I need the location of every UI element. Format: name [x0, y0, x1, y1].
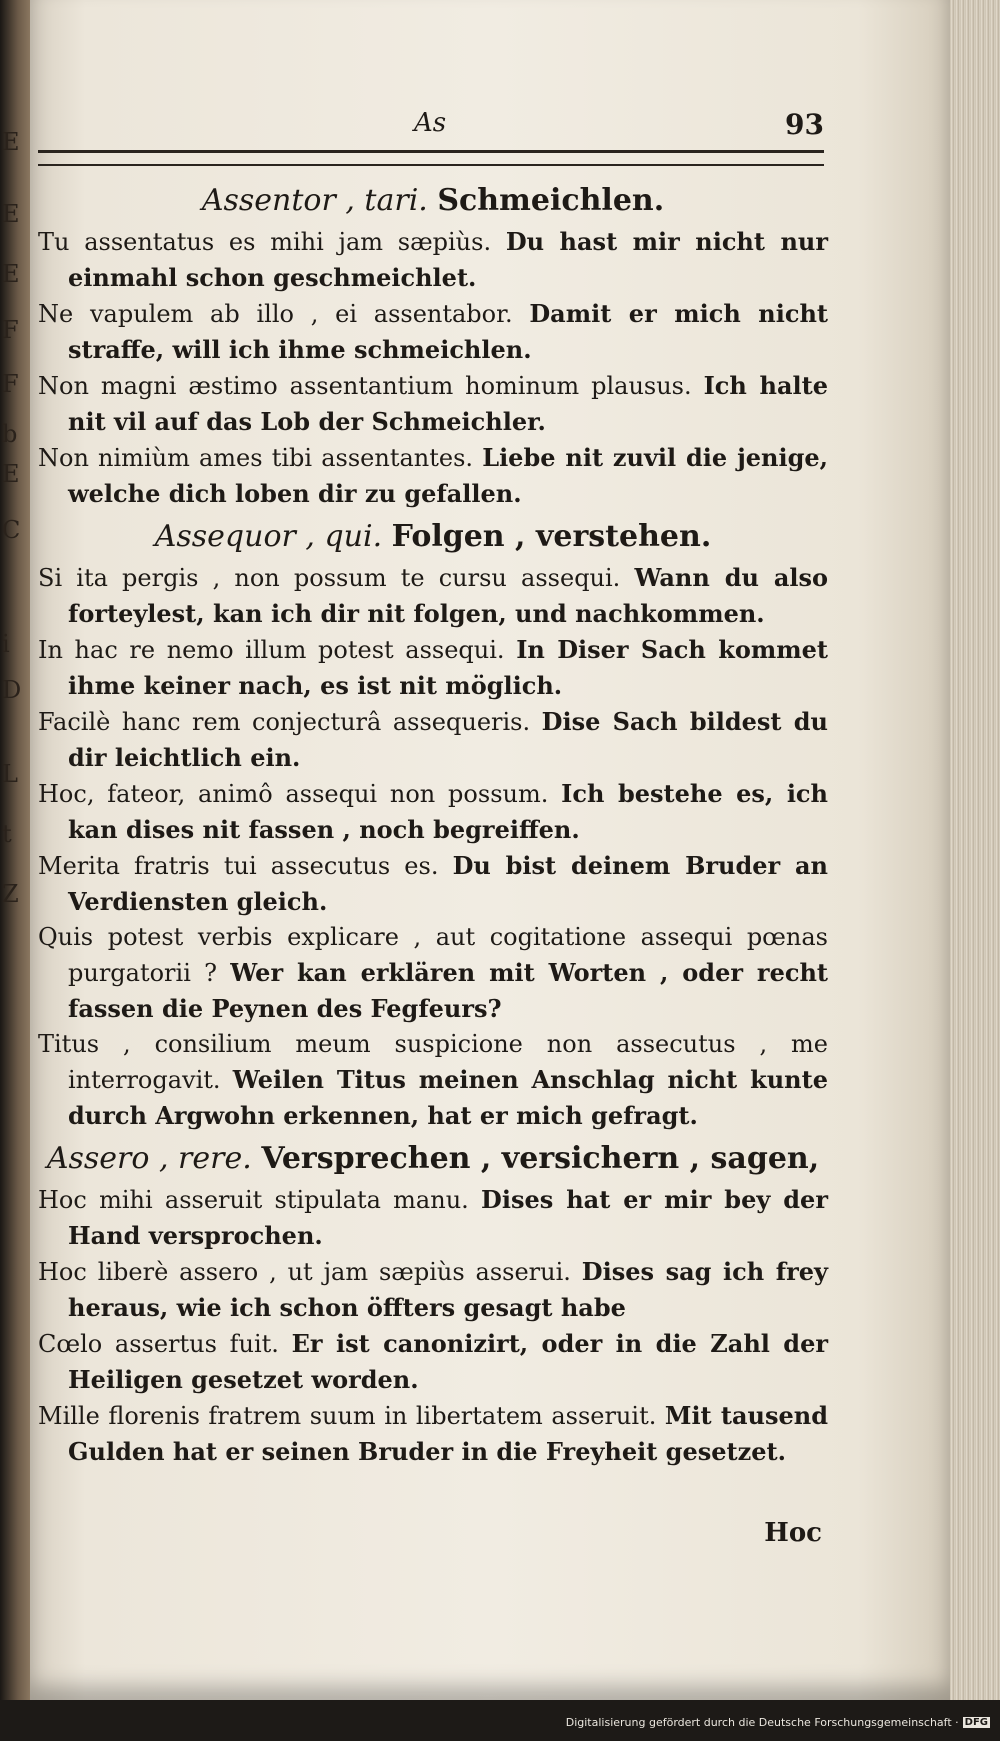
- header-rule-thin: [38, 164, 824, 166]
- entry-latin: Si ita pergis , non possum te cursu assequi.: [38, 564, 621, 592]
- page-number: 93: [785, 108, 824, 141]
- dictionary-entry: [38, 704, 828, 776]
- edge-letter: t: [2, 820, 12, 848]
- edge-letter: F: [2, 370, 19, 398]
- entry-latin: Merita fratris tui assecutus es.: [38, 852, 439, 880]
- headword-latin: Assentor , tari.: [201, 183, 428, 218]
- entry-german: Er ist canonizirt, oder in die Zahl der Heiligen gesetzet worden.: [68, 1329, 828, 1394]
- edge-letter: F: [2, 316, 19, 344]
- headword-latin: Assequor , qui.: [154, 519, 383, 554]
- header-rule: [38, 150, 824, 153]
- digitization-credit: [566, 1716, 990, 1729]
- dictionary-entry: [38, 1027, 828, 1134]
- entry-latin: Hoc, fateor, animô assequi non possum.: [38, 780, 549, 808]
- dictionary-entry: [38, 440, 828, 512]
- dictionary-text: [38, 176, 828, 1470]
- entry-german: Ich bestehe es, ich kan dises nit fassen , noch begreiffen.: [68, 779, 828, 844]
- headword-german: Schmeichlen.: [437, 183, 665, 218]
- entry-latin: Hoc liberè assero , ut jam sæpiùs asserui.: [38, 1258, 571, 1286]
- edge-letter: C: [2, 516, 21, 544]
- entry-german: In Diser Sach kommet ihme keiner nach, es ist nit möglich.: [68, 635, 828, 700]
- entry-latin: Hoc mihi asseruit stipulata manu.: [38, 1186, 469, 1214]
- entry-latin: Quis potest verbis explicare , aut cogitatione assequi pœnas purgatorii ?: [38, 923, 828, 987]
- edge-letter: b: [2, 420, 18, 448]
- dictionary-entry: [38, 560, 828, 632]
- entry-latin: Non nimiùm ames tibi assentantes.: [38, 444, 474, 472]
- entry-latin: Titus , consilium meum suspicione non assecutus , me interrogavit.: [38, 1030, 828, 1094]
- headword: [38, 178, 828, 224]
- dictionary-entry: [38, 920, 828, 1027]
- headword: [38, 1136, 828, 1182]
- entry-german: Mit tausend Gulden hat er seinen Bruder in die Freyheit gesetzet.: [68, 1401, 828, 1466]
- entry-latin: Tu assentatus es mihi jam sæpiùs.: [38, 228, 492, 256]
- entry-german: Du hast mir nicht nur einmahl schon geschmeichlet.: [68, 227, 828, 292]
- credit-text: Digitalisierung gefördert durch die Deutsche Forschungsgemeinschaft ·: [565, 1716, 959, 1729]
- headword: [38, 514, 828, 560]
- entry-latin: Mille florenis fratrem suum in libertatem asseruit.: [38, 1402, 657, 1430]
- edge-letter: Z: [2, 880, 19, 908]
- facing-page-edge-letters: [0, 0, 30, 1741]
- edge-letter: E: [2, 200, 20, 228]
- headword-latin: Assero , rere.: [46, 1141, 252, 1176]
- entry-german: Liebe nit zuvil die jenige, welche dich loben dir zu gefallen.: [68, 443, 828, 508]
- edge-letter: E: [2, 128, 20, 156]
- entry-latin: Ne vapulem ab illo , ei assentabor.: [38, 300, 513, 328]
- entry-german: Dise Sach bildest du dir leichtlich ein.: [68, 707, 828, 772]
- entry-latin: Non magni æstimo assentantium hominum plausus.: [38, 372, 692, 400]
- dictionary-entry: [38, 368, 828, 440]
- entry-german: Wann du also forteylest, kan ich dir nit folgen, und nachkommen.: [68, 563, 829, 628]
- dictionary-entry: [38, 1182, 828, 1254]
- entry-latin: In hac re nemo illum potest assequi.: [38, 636, 505, 664]
- catchword: Hoc: [764, 1518, 822, 1548]
- entry-german: Dises sag ich frey heraus, wie ich schon öffters gesagt habe: [68, 1257, 828, 1322]
- dictionary-entry: [38, 224, 828, 296]
- dictionary-entry: [38, 776, 828, 848]
- headword-german: Versprechen , versichern , sagen,: [261, 1141, 820, 1176]
- running-head: As: [414, 108, 447, 138]
- dictionary-entry: [38, 1398, 828, 1470]
- edge-letter: D: [2, 676, 22, 704]
- entry-german: Ich halte nit vil auf das Lob der Schmeichler.: [68, 371, 828, 436]
- dictionary-entry: [38, 1326, 828, 1398]
- edge-letter: L: [2, 760, 18, 788]
- edge-letter: i: [2, 630, 10, 658]
- headword-german: Folgen , verstehen.: [391, 519, 712, 554]
- entry-german: Du bist deinem Bruder an Verdiensten gleich.: [68, 851, 828, 916]
- dictionary-entry: [38, 632, 828, 704]
- page-header: [38, 108, 824, 146]
- entry-german: Damit er mich nicht straffe, will ich ihme schmeichlen.: [68, 299, 828, 364]
- entry-german: Dises hat er mir bey der Hand versprochen.: [68, 1185, 828, 1250]
- dictionary-entry: [38, 848, 828, 920]
- edge-letter: E: [2, 460, 20, 488]
- entry-latin: Cœlo assertus fuit.: [38, 1330, 279, 1358]
- entry-german: Wer kan erklären mit Worten , oder recht fassen die Peynen des Fegfeurs?: [68, 958, 828, 1023]
- dfg-logo: DFG: [964, 1717, 988, 1728]
- dictionary-entry: [38, 1254, 828, 1326]
- dictionary-entry: [38, 296, 828, 368]
- page-stack-edges: [950, 0, 1000, 1700]
- entry-german: Weilen Titus meinen Anschlag nicht kunte durch Argwohn erkennen, hat er mich gefragt.: [68, 1065, 828, 1130]
- entry-latin: Facilè hanc rem conjecturâ assequeris.: [38, 708, 531, 736]
- edge-letter: E: [2, 260, 20, 288]
